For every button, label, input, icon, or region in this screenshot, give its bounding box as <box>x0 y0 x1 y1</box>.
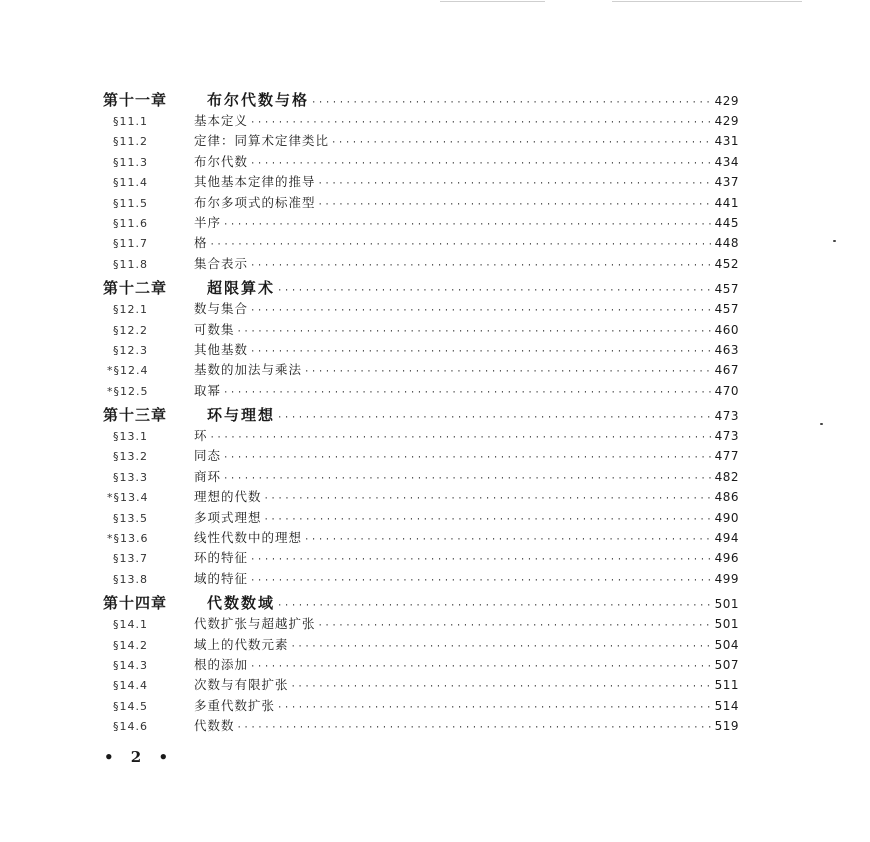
section-number: §14.2 <box>113 638 148 652</box>
section-number: *§13.6 <box>107 532 149 546</box>
chapter-entry[interactable] <box>103 404 739 426</box>
chapter-page-number: 457 <box>714 282 739 297</box>
section-entry[interactable] <box>103 193 739 213</box>
section-title: 商环 <box>194 468 222 484</box>
chapter-page-number: 473 <box>714 409 739 424</box>
section-title: 格 <box>194 235 208 251</box>
section-title: 数与集合 <box>194 301 249 317</box>
dot-leader <box>264 494 713 504</box>
section-title: 半序 <box>194 214 222 230</box>
section-number: *§12.5 <box>107 384 149 398</box>
section-entry[interactable] <box>103 426 739 446</box>
section-title: 根的添加 <box>194 656 249 672</box>
dot-leader <box>250 159 713 169</box>
section-entry[interactable] <box>103 320 739 340</box>
section-entry[interactable] <box>103 635 739 655</box>
dot-leader <box>223 453 713 463</box>
dot-leader <box>223 474 713 484</box>
section-page-number: 431 <box>714 134 739 149</box>
section-number: §13.1 <box>113 430 148 444</box>
dot-leader <box>291 642 713 652</box>
dot-leader <box>250 118 713 128</box>
section-number: §11.5 <box>113 196 148 210</box>
section-number: §14.3 <box>113 658 148 672</box>
dot-leader <box>291 682 713 692</box>
section-title: 线性代数中的理想 <box>194 530 303 546</box>
chapter-number: 第十三章 <box>103 406 168 425</box>
dot-leader <box>223 220 713 230</box>
section-title: 多重代数扩张 <box>194 697 276 713</box>
chapter-page-number: 501 <box>714 597 739 612</box>
section-entry[interactable] <box>103 254 739 274</box>
dot-leader <box>318 200 713 210</box>
section-page-number: 490 <box>714 510 739 525</box>
section-entry[interactable] <box>103 233 739 253</box>
scan-edge-line <box>440 1 545 2</box>
section-entry[interactable] <box>103 614 739 634</box>
dot-leader <box>277 703 713 713</box>
section-number: §12.2 <box>113 323 148 337</box>
section-number: §14.1 <box>113 618 148 632</box>
section-entry[interactable] <box>103 487 739 507</box>
page-number-footer: • 2 • <box>104 748 175 766</box>
section-title: 其他基本定律的推导 <box>194 174 316 190</box>
section-title: 同态 <box>194 448 222 464</box>
section-title: 布尔代数 <box>194 153 249 169</box>
section-entry[interactable] <box>103 446 739 466</box>
section-title: 环的特征 <box>194 550 249 566</box>
dot-leader <box>331 138 713 148</box>
chapter-title: 超限算术 <box>207 279 276 298</box>
section-page-number: 445 <box>714 215 739 230</box>
dot-leader <box>250 347 713 357</box>
section-page-number: 496 <box>714 551 739 566</box>
section-entry[interactable] <box>103 467 739 487</box>
section-entry[interactable] <box>103 131 739 151</box>
chapter-number: 第十二章 <box>103 279 168 298</box>
chapter-title: 环与理想 <box>207 406 276 425</box>
section-entry[interactable] <box>103 172 739 192</box>
section-page-number: 514 <box>714 698 739 713</box>
section-number: §14.5 <box>113 699 148 713</box>
dot-leader <box>304 367 713 377</box>
section-number: §13.8 <box>113 572 148 586</box>
section-page-number: 441 <box>714 195 739 210</box>
section-number: §13.7 <box>113 552 148 566</box>
section-page-number: 494 <box>714 531 739 546</box>
section-page-number: 486 <box>714 490 739 505</box>
section-title: 其他基数 <box>194 341 249 357</box>
dot-leader <box>210 240 713 250</box>
section-title: 取幂 <box>194 382 222 398</box>
section-number: §12.3 <box>113 343 148 357</box>
section-page-number: 470 <box>714 383 739 398</box>
section-number: §13.5 <box>113 511 148 525</box>
section-entry[interactable] <box>103 696 739 716</box>
section-title: 集合表示 <box>194 255 249 271</box>
section-page-number: 504 <box>714 637 739 652</box>
section-page-number: 457 <box>714 302 739 317</box>
section-title: 多项式理想 <box>194 509 262 525</box>
section-page-number: 501 <box>714 617 739 632</box>
section-number: §11.7 <box>113 237 148 251</box>
section-entry[interactable] <box>103 508 739 528</box>
scan-speck <box>833 240 836 242</box>
section-title: 基本定义 <box>194 113 249 128</box>
section-page-number: 519 <box>714 719 739 734</box>
dot-leader <box>277 601 713 611</box>
scan-edge-line <box>612 1 802 2</box>
section-page-number: 452 <box>714 256 739 271</box>
section-entry[interactable] <box>103 716 739 736</box>
dot-leader <box>277 286 713 296</box>
section-number: §11.8 <box>113 257 148 271</box>
section-page-number: 429 <box>714 114 739 128</box>
chapter-entry[interactable] <box>103 89 739 111</box>
section-entry[interactable] <box>103 360 739 380</box>
section-title: 代数数 <box>194 718 235 734</box>
section-title: 定律：同算术定律类比 <box>194 133 330 149</box>
chapter-number: 第十一章 <box>103 91 168 109</box>
chapter-title: 代数数域 <box>207 594 276 613</box>
dot-leader <box>250 662 713 672</box>
section-number: §11.2 <box>113 135 148 149</box>
section-title: 域上的代数元素 <box>194 636 289 652</box>
section-page-number: 511 <box>714 678 739 693</box>
section-page-number: 463 <box>714 342 739 357</box>
section-entry[interactable] <box>103 340 739 360</box>
section-entry[interactable] <box>103 569 739 589</box>
section-page-number: 437 <box>714 175 739 190</box>
dot-leader <box>277 413 713 423</box>
dot-leader <box>318 621 713 631</box>
section-title: 环 <box>194 428 208 444</box>
dot-leader <box>237 327 713 337</box>
section-entry[interactable] <box>103 528 739 548</box>
section-page-number: 477 <box>714 449 739 464</box>
dot-leader <box>250 555 713 565</box>
chapter-entry[interactable] <box>103 592 739 614</box>
section-title: 基数的加法与乘法 <box>194 362 303 378</box>
chapter-entry[interactable] <box>103 277 739 299</box>
section-entry[interactable] <box>103 655 739 675</box>
section-number: §14.4 <box>113 679 148 693</box>
section-title: 代数扩张与超越扩张 <box>194 616 316 632</box>
section-entry[interactable] <box>103 152 739 172</box>
section-entry[interactable] <box>103 213 739 233</box>
section-page-number: 467 <box>714 363 739 378</box>
section-page-number: 434 <box>714 154 739 169</box>
section-entry[interactable] <box>103 675 739 695</box>
dot-leader <box>250 576 713 586</box>
section-page-number: 460 <box>714 322 739 337</box>
table-of-contents <box>103 89 739 737</box>
section-title: 理想的代数 <box>194 489 262 505</box>
section-number: *§12.4 <box>107 364 149 378</box>
dot-leader <box>304 535 713 545</box>
section-title: 次数与有限扩张 <box>194 677 289 693</box>
section-number: §11.3 <box>113 155 148 169</box>
section-number: §13.2 <box>113 450 148 464</box>
chapter-page-number: 429 <box>714 94 739 108</box>
chapter-number: 第十四章 <box>103 594 168 613</box>
section-entry[interactable] <box>103 381 739 401</box>
section-title: 域的特征 <box>194 570 249 586</box>
section-title: 可数集 <box>194 321 235 337</box>
dot-leader <box>223 388 713 398</box>
dot-leader <box>237 723 713 733</box>
section-number: §13.3 <box>113 470 148 484</box>
section-page-number: 499 <box>714 571 739 586</box>
dot-leader <box>264 515 713 525</box>
section-number: *§13.4 <box>107 491 149 505</box>
section-page-number: 482 <box>714 469 739 484</box>
chapter-title: 布尔代数与格 <box>207 91 310 109</box>
section-number: §11.6 <box>113 216 148 230</box>
section-entry[interactable] <box>103 548 739 568</box>
section-number: §11.4 <box>113 176 148 190</box>
dot-leader <box>318 179 713 189</box>
section-entry[interactable] <box>103 111 739 131</box>
section-page-number: 448 <box>714 236 739 251</box>
section-page-number: 507 <box>714 657 739 672</box>
dot-leader <box>311 98 713 108</box>
section-number: §14.6 <box>113 720 148 734</box>
section-entry[interactable] <box>103 299 739 319</box>
dot-leader <box>250 306 713 316</box>
section-page-number: 473 <box>714 429 739 444</box>
scan-speck <box>820 423 823 425</box>
section-number: §11.1 <box>113 115 148 128</box>
dot-leader <box>210 433 713 443</box>
section-title: 布尔多项式的标准型 <box>194 194 316 210</box>
dot-leader <box>250 261 713 271</box>
section-number: §12.1 <box>113 303 148 317</box>
